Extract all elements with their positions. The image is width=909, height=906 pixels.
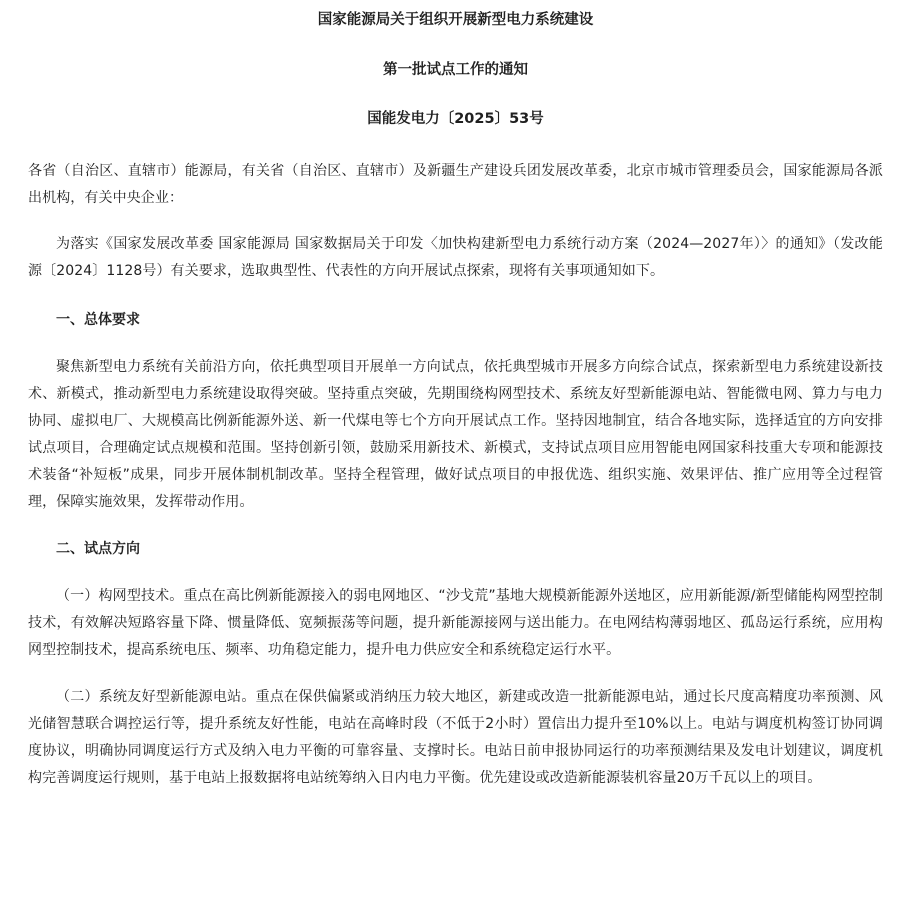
pilot-direction-grid-forming-paragraph: （一）构网型技术。重点在高比例新能源接入的弱电网地区、“沙戈荒”基地大规模新能源外送地区，应用新能源/新型储能构网型控制技术，有效解决短路容量下降、惯量降低、宽频振荡等问题，提升新能源接网与送出能力。在电网结构薄弱地区、孤岛运行系统，应用构网型控制技术，提高系统电压、频率、功角稳定能力，提升电力供应安全和系统稳定运行水平。 bbox=[28, 588, 883, 658]
document-title-line1: 国家能源局关于组织开展新型电力系统建设 bbox=[317, 12, 594, 28]
general-requirements-paragraph: 聚焦新型电力系统有关前沿方向，依托典型项目开展单一方向试点，依托典型城市开展多方向综合试点，探索新型电力系统建设新技术、新模式，推动新型电力系统建设取得突破。坚持重点突破，先期围绕构网型技术、系统友好型新能源电站、智能微电网、算力与电力协同、虚拟电厂、大规模高比例新能源外送、新一代煤电等七个方向开展试点工作。坚持因地制宜，结合各地实际，选择适宜的方向安排试点项目，合理确定试点规模和范围。坚持创新引领，鼓励采用新技术、新模式，支持试点项目应用智能电网国家科技重大专项和能源技术装备“补短板”成果，同步开展体制机制改革。坚持全程管理，做好试点项目的申报优选、组织实施、效果评估、推广应用等全过程管理，保障实施效果，发挥带动作用。 bbox=[28, 359, 883, 510]
document-title-line2: 第一批试点工作的通知 bbox=[383, 62, 528, 78]
pilot-direction-friendly-station-paragraph: （二）系统友好型新能源电站。重点在保供偏紧或消纳压力较大地区，新建或改造一批新能源电站，通过长尺度高精度功率预测、风光储智慧联合调控运行等，提升系统友好性能，电站在高峰时段（不低于2小时）置信出力提升至10%以上。电站与调度机构签订协同调度协议，明确协同调度运行方式及纳入电力平衡的可靠容量、支撑时长。电站日前申报协同运行的功率预测结果及发电计划建议，调度机构完善调度运行规则，基于电站上报数据将电站统筹纳入日内电力平衡。优先建设或改造新能源装机容量20万千瓦以上的项目。 bbox=[28, 689, 883, 786]
salutation-paragraph: 各省（自治区、直辖市）能源局，有关省（自治区、直辖市）及新疆生产建设兵团发展改革委，北京市城市管理委员会，国家能源局各派出机构，有关中央企业： bbox=[28, 163, 883, 206]
document-number: 国能发电力〔2025〕53号 bbox=[367, 111, 544, 127]
section-heading-pilot-directions: 二、试点方向 bbox=[56, 541, 140, 557]
intro-paragraph: 为落实《国家发展改革委 国家能源局 国家数据局关于印发〈加快构建新型电力系统行动方案（2024—2027年）〉的通知》（发改能源〔2024〕1128号）有关要求，选取典型性、代表性的方向开展试点探索，现将有关事项通知如下。 bbox=[28, 236, 883, 279]
section-heading-general-requirements: 一、总体要求 bbox=[56, 312, 140, 328]
